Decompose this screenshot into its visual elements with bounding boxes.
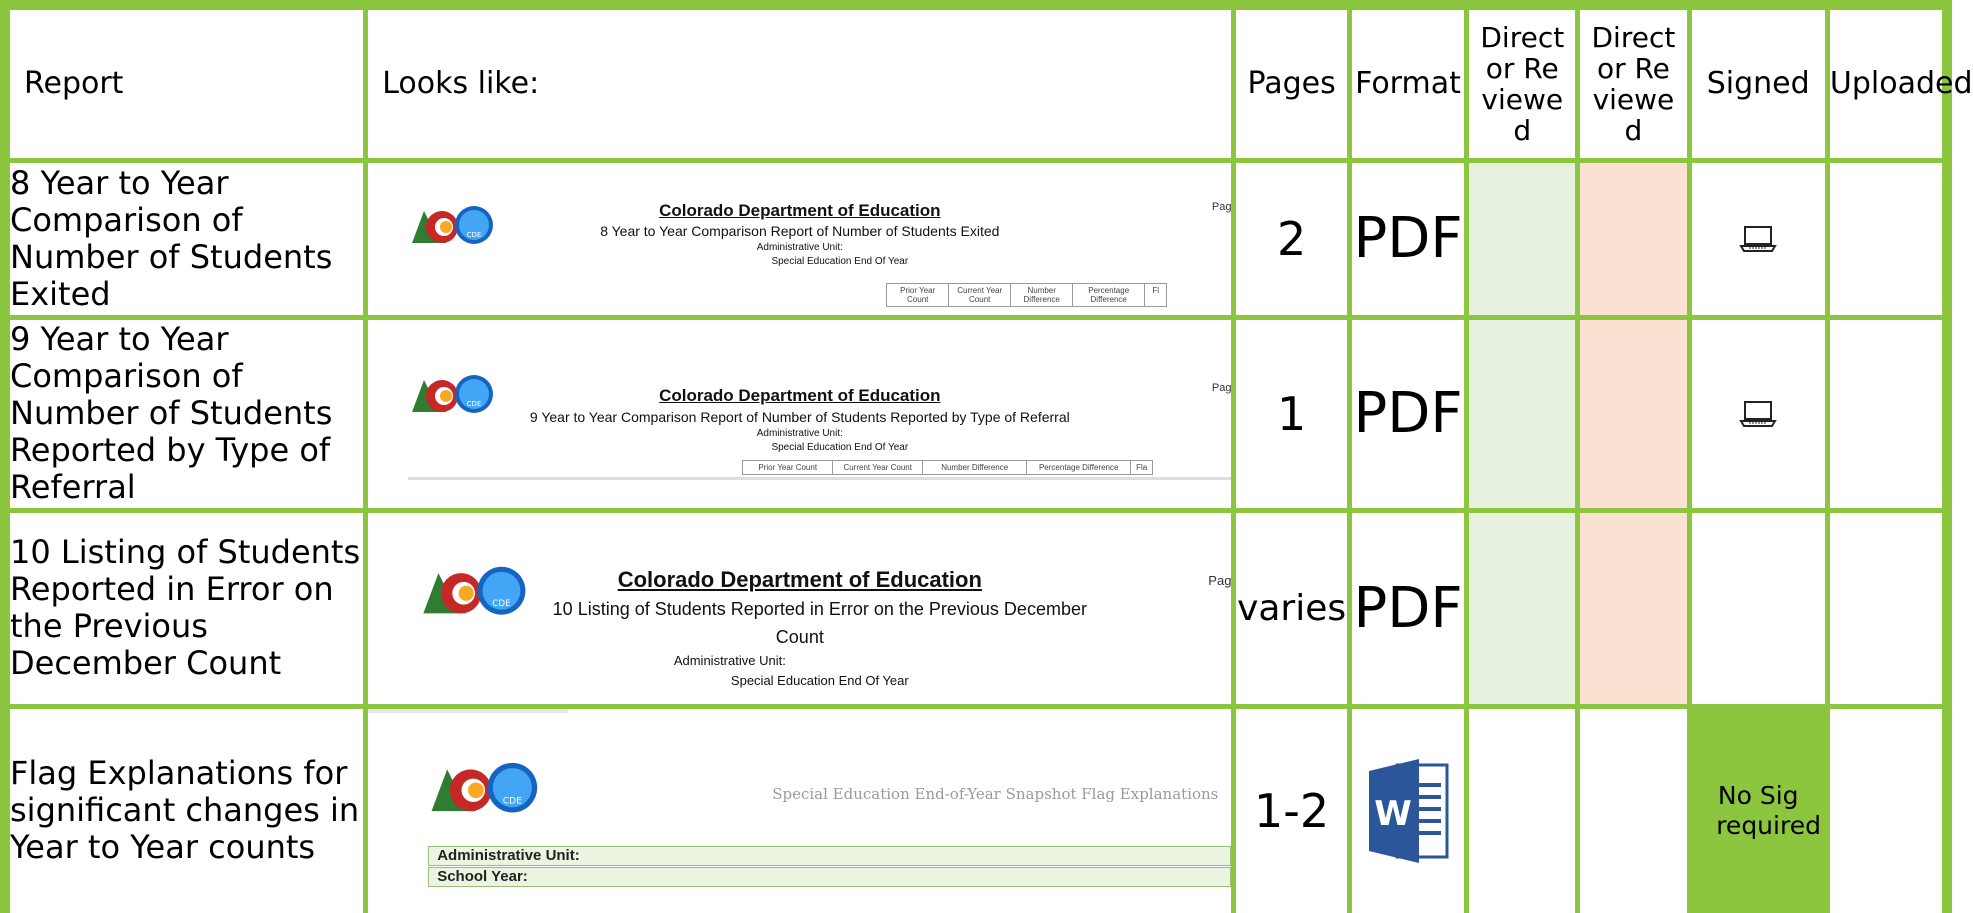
preview-page-tag: Pag [1208, 573, 1231, 588]
director-reviewed-cell[interactable] [1467, 706, 1578, 913]
header-director-reviewed-1 [1467, 5, 1578, 160]
cde-logo-icon [426, 759, 544, 819]
table-row [5, 160, 1947, 317]
header-pages: Pages [1234, 5, 1349, 160]
svg-text:W: W [1374, 794, 1412, 834]
pages-value: 1 [1234, 317, 1349, 510]
svg-text:CDE: CDE [467, 231, 482, 239]
format-value: PDF [1349, 317, 1466, 510]
laptop-icon [1739, 400, 1777, 428]
preview-title: Colorado Department of Education [368, 201, 1231, 221]
signed-cell[interactable] [1689, 510, 1827, 706]
preview-column: Prior Year Count [887, 284, 949, 307]
format-value: PDF [1349, 510, 1466, 706]
laptop-icon [1739, 225, 1777, 253]
report-name: 9 Year to Year Comparison of Number of Students Reported by Type of Referral [5, 317, 366, 510]
preview-line: Special Education End Of Year [368, 442, 1231, 453]
director-reviewed-cell[interactable] [1467, 510, 1578, 706]
report-name: 10 Listing of Students Reported in Error on the Previous December Count [5, 510, 366, 706]
svg-text:CDE: CDE [467, 400, 482, 408]
director-reviewed-cell[interactable] [1578, 706, 1689, 913]
preview-cell [366, 160, 1234, 317]
preview-column: Current Year Count [833, 461, 923, 475]
preview-field: School Year: [428, 867, 1231, 887]
preview-subtitle: 10 Listing of Students Reported in Error on the Previous December [368, 599, 1231, 620]
svg-text:CDE: CDE [503, 796, 522, 806]
uploaded-cell[interactable] [1827, 317, 1947, 510]
preview-column: Percentage Difference [1027, 461, 1131, 475]
report-preview [368, 163, 1231, 315]
report-name: Flag Explanations for significant changes in Year to Year counts [5, 706, 366, 913]
preview-line: Administrative Unit: [368, 242, 1231, 253]
header-director-reviewed-2 [1578, 5, 1689, 160]
preview-page-tag: Pag [1212, 382, 1232, 394]
preview-table-header [742, 460, 1153, 475]
preview-column: Number Difference [923, 461, 1027, 475]
preview-edge [368, 709, 568, 713]
preview-cell [366, 510, 1234, 706]
preview-cell [366, 706, 1234, 913]
preview-column: Percentage Difference [1073, 284, 1145, 307]
signed-cell[interactable] [1689, 317, 1827, 510]
preview-column: Prior Year Count [743, 461, 833, 475]
preview-column: Current Year Count [949, 284, 1011, 307]
preview-subtitle: 8 Year to Year Comparison Report of Number of Students Exited [368, 223, 1231, 239]
signed-cell [1689, 706, 1827, 913]
director-reviewed-cell[interactable] [1467, 317, 1578, 510]
preview-subtitle: Count [368, 627, 1231, 648]
preview-divider [408, 477, 1231, 480]
preview-line: Special Education End Of Year [368, 673, 1231, 688]
preview-column: Fl [1145, 284, 1167, 307]
preview-title: Colorado Department of Education [368, 386, 1231, 406]
signed-cell[interactable] [1689, 160, 1827, 317]
svg-text:CDE: CDE [492, 598, 511, 608]
header-director-reviewed-2-label: Director Reviewed [1591, 22, 1675, 146]
preview-cell [366, 317, 1234, 510]
preview-column: Number Difference [1011, 284, 1073, 307]
table-row [5, 510, 1947, 706]
report-preview [368, 320, 1231, 508]
format-value: PDF [1349, 160, 1466, 317]
director-reviewed-cell[interactable] [1467, 160, 1578, 317]
pages-value: 1-2 [1234, 706, 1349, 913]
table-row [5, 317, 1947, 510]
header-format: Format [1349, 5, 1466, 160]
report-preview [368, 513, 1231, 704]
director-reviewed-cell[interactable] [1578, 317, 1689, 510]
preview-subtitle: 9 Year to Year Comparison Report of Number of Students Reported by Type of Referral [368, 409, 1231, 425]
word-icon [1367, 755, 1449, 867]
director-reviewed-cell[interactable] [1578, 510, 1689, 706]
table-row [5, 706, 1947, 913]
header-row [5, 5, 1947, 160]
header-uploaded: Uploaded [1827, 5, 1947, 160]
uploaded-cell[interactable] [1827, 160, 1947, 317]
header-looks-like: Looks like: [366, 5, 1234, 160]
preview-table-header [886, 283, 1167, 307]
report-name: 8 Year to Year Comparison of Number of Students Exited [5, 160, 366, 317]
report-preview [368, 709, 1231, 913]
header-signed: Signed [1689, 5, 1827, 160]
preview-line: Special Education End Of Year [368, 256, 1231, 267]
pages-value: 2 [1234, 160, 1349, 317]
preview-line: Administrative Unit: [368, 428, 1231, 439]
director-reviewed-cell[interactable] [1578, 160, 1689, 317]
header-director-reviewed-1-label: Director Reviewed [1480, 22, 1564, 146]
format-cell [1349, 706, 1466, 913]
pages-value: varies [1234, 510, 1349, 706]
uploaded-cell[interactable] [1827, 510, 1947, 706]
no-sig-label: No Sig required [1716, 781, 1800, 841]
uploaded-cell[interactable] [1827, 706, 1947, 913]
preview-title: Special Education End-of-Year Snapshot Flag Explanations [772, 785, 1218, 803]
preview-page-tag: Pag [1212, 201, 1232, 213]
header-report: Report [5, 5, 366, 160]
preview-line: Administrative Unit: [368, 653, 1231, 668]
preview-column: Fla [1131, 461, 1153, 475]
preview-field: Administrative Unit: [428, 846, 1231, 866]
preview-title: Colorado Department of Education [368, 567, 1231, 593]
